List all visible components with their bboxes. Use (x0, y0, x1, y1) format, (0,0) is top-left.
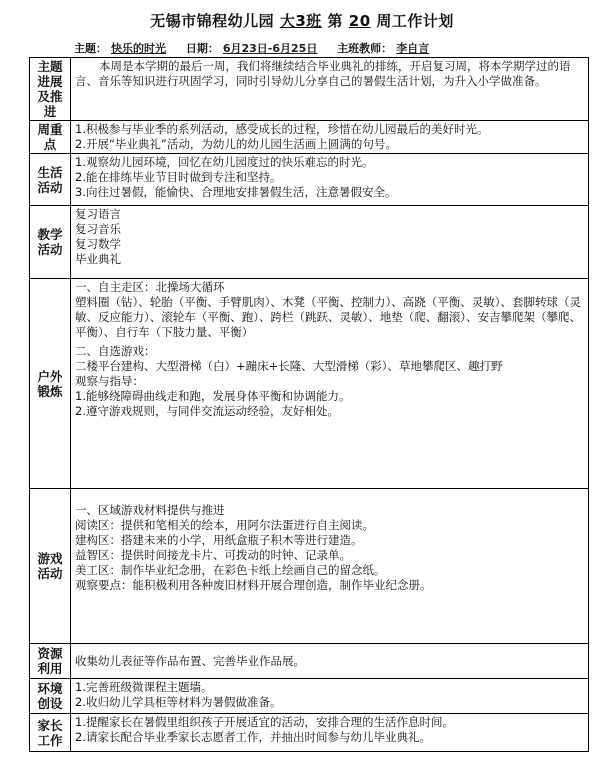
row-label: 游戏活动 (30, 489, 71, 644)
row-label: 环境创设 (30, 679, 71, 714)
class-name: 大3班 (279, 12, 322, 30)
row-resource (30, 644, 589, 679)
row-content: 收集幼儿表征等作品布置、完善毕业作品展。 (71, 644, 589, 679)
row-content: 1.观察幼儿园环境，回忆在幼儿园度过的快乐难忘的时光。 2.能在排练毕业节目时做到专注和坚持。 3.向往过暑假，能愉快、合理地安排暑假生活，注意暑假安全。 (71, 154, 589, 206)
row-label: 主题进展及推进 (30, 58, 71, 121)
date-value: 6月23日-6月25日 (222, 42, 318, 55)
row-progress (30, 58, 589, 121)
page-title: 无锡市锦程幼儿园 大3班 第 20 周工作计划 (150, 12, 454, 30)
row-env (30, 679, 589, 714)
row-label: 教学活动 (30, 206, 71, 279)
row-parent (30, 714, 589, 752)
row-content: 1.完善班级微课程主题墙。 2.收归幼儿学具柜等材料为暑假做准备。 (71, 679, 589, 714)
row-label: 资源利用 (30, 644, 71, 679)
plan-meta: 主题： 快乐的时光 日期： 6月23日-6月25日 主班教师： 李自言 (74, 42, 430, 55)
row-outdoor (30, 279, 589, 489)
row-teaching (30, 206, 589, 279)
weekly-plan-table (29, 57, 589, 752)
row-game (30, 489, 589, 644)
theme-value: 快乐的时光 (111, 42, 166, 55)
row-content: 复习语言 复习音乐 复习数学 毕业典礼 (71, 206, 589, 279)
row-life (30, 154, 589, 206)
row-content: 一、区域游戏材料提供与推进 阅读区：提供和笔相关的绘本，用阿尔法蛋进行自主阅读。 建构区：搭建未来的小学，用纸盒瓶子积木等进行建造。 益智区：提供时间接龙卡片、可拨动的时钟、记录单。 美工区：制作毕业纪念册，在彩色卡纸上绘画自己的留念纸。 观察要点：能积极利用各种废旧材料开展合理创造，制作毕业纪念册。 (71, 489, 589, 644)
teacher-value: 李自言 (396, 42, 430, 55)
row-content: 1.积极参与毕业季的系列活动，感受成长的过程，珍惜在幼儿园最后的美好时光。 2.开展“毕业典礼”活动，为幼儿的幼儿园生活画上圆满的句号。 (71, 121, 589, 154)
row-content: 一、自主走区：北操场大循环 塑料圈（钻）、轮胎（平衡、手臂肌肉）、木凳（平衡、控制力）、高跷（平衡、灵敏）、套脚转球（灵敏、反应能力）、滚轮车（平衡、跑）、跨栏（跳跃、灵敏）、地垫（爬、翻滚）、安吉攀爬架（攀爬、平衡）、自行车（下肢力量、平衡） 二、自选游戏： 二楼平台建构、大型滑梯（白）+蹦床+长隆、大型滑梯（彩）、草地攀爬区、趣打野 观察与指导： 1.能够绕障碍曲线走和跑，发展身体平衡和协调能力。 2.遵守游戏规则，与同伴交流运动经验，友好相处。 (71, 279, 589, 489)
row-content: 1.提醒家长在暑假里组织孩子开展适宜的活动，安排合理的生活作息时间。 2.请家长配合毕业季家长志愿者工作，并抽出时间参与幼儿毕业典礼。 (71, 714, 589, 752)
row-label: 户外锻炼 (30, 279, 71, 489)
row-focus (30, 121, 589, 154)
row-label: 家长工作 (30, 714, 71, 752)
row-label: 生活活动 (30, 154, 71, 206)
row-label: 周重点 (30, 121, 71, 154)
week-number: 20 (348, 12, 371, 30)
row-content: 本周是本学期的最后一周，我们将继续结合毕业典礼的排练，开启复习周，将本学期学过的语言、音乐等知识进行巩固学习，同时引导幼儿分享自己的暑假生活计划，为升入小学做准备。 (71, 58, 589, 121)
